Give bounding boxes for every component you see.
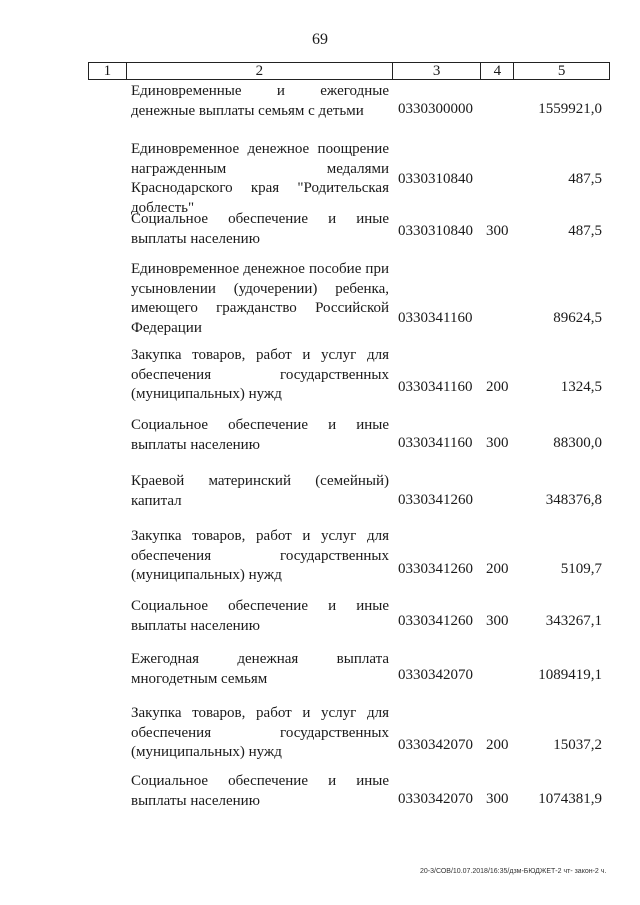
table-header bbox=[88, 62, 610, 80]
row-code: 0330342070 bbox=[398, 667, 473, 683]
header-col-1: 1 bbox=[89, 63, 127, 79]
row-name: Ежегодная денежная выплата многодетным семьям bbox=[131, 651, 389, 687]
row-name: Закупка товаров, работ и услуг для обеспечения государственных (муниципальных) нужд bbox=[131, 347, 389, 402]
row-name: Закупка товаров, работ и услуг для обеспечения государственных (муниципальных) нужд bbox=[131, 528, 389, 583]
row-amount: 348376,8 bbox=[545, 492, 602, 508]
row-code: 0330341160 bbox=[398, 435, 473, 451]
row-name: Социальное обеспечение и иные выплаты населению bbox=[131, 598, 389, 634]
row-code: 0330341160 bbox=[398, 379, 473, 395]
row-amount: 487,5 bbox=[568, 171, 602, 187]
row-code: 0330310840 bbox=[398, 171, 473, 187]
row-name: Единовременное денежное пособие при усыновлении (удочерении) ребенка, имеющего гражданство Российской Федерации bbox=[131, 261, 389, 336]
row-amount: 1074381,9 bbox=[538, 791, 602, 807]
row-vr: 300 bbox=[486, 223, 509, 239]
header-col-2: 2 bbox=[127, 63, 393, 79]
row-amount: 5109,7 bbox=[560, 561, 602, 577]
row-name: Социальное обеспечение и иные выплаты населению bbox=[131, 211, 389, 247]
header-col-3: 3 bbox=[393, 63, 482, 79]
row-code: 0330341260 bbox=[398, 613, 473, 629]
row-name: Единовременное денежное поощрение награжденным медалями Краснодарского края "Родительская доблесть" bbox=[131, 141, 389, 216]
row-amount: 487,5 bbox=[568, 223, 602, 239]
row-amount: 88300,0 bbox=[553, 435, 602, 451]
row-vr: 300 bbox=[486, 435, 509, 451]
row-amount: 343267,1 bbox=[545, 613, 602, 629]
row-code: 0330341160 bbox=[398, 310, 473, 326]
row-code: 0330310840 bbox=[398, 223, 473, 239]
row-amount: 15037,2 bbox=[553, 737, 602, 753]
row-vr: 200 bbox=[486, 379, 509, 395]
row-vr: 200 bbox=[486, 561, 509, 577]
row-amount: 89624,5 bbox=[553, 310, 602, 326]
row-name: Краевой материнский (семейный) капитал bbox=[131, 473, 389, 509]
row-code: 0330342070 bbox=[398, 737, 473, 753]
header-col-5: 5 bbox=[557, 63, 566, 79]
row-vr: 300 bbox=[486, 791, 509, 807]
row-name: Социальное обеспечение и иные выплаты населению bbox=[131, 773, 389, 809]
row-amount: 1089419,1 bbox=[538, 667, 602, 683]
row-amount: 1559921,0 bbox=[538, 101, 602, 117]
row-vr: 200 bbox=[486, 737, 509, 753]
document-footer-code: 20-3/СОВ/10.07.2018/16:35/дзм-БЮДЖЕТ-2 чт- закон-2 ч. bbox=[420, 868, 607, 875]
row-code: 0330300000 bbox=[398, 101, 473, 117]
row-code: 0330341260 bbox=[398, 492, 473, 508]
header-col-4: 4 bbox=[481, 63, 514, 79]
row-amount: 1324,5 bbox=[560, 379, 602, 395]
row-code: 0330342070 bbox=[398, 791, 473, 807]
row-name: Социальное обеспечение и иные выплаты населению bbox=[131, 417, 389, 453]
page-number: 69 bbox=[312, 31, 328, 48]
row-name: Закупка товаров, работ и услуг для обеспечения государственных (муниципальных) нужд bbox=[131, 705, 389, 760]
row-code: 0330341260 bbox=[398, 561, 473, 577]
row-vr: 300 bbox=[486, 613, 509, 629]
row-name: Единовременные и ежегодные денежные выплаты семьям с детьми bbox=[131, 83, 389, 119]
